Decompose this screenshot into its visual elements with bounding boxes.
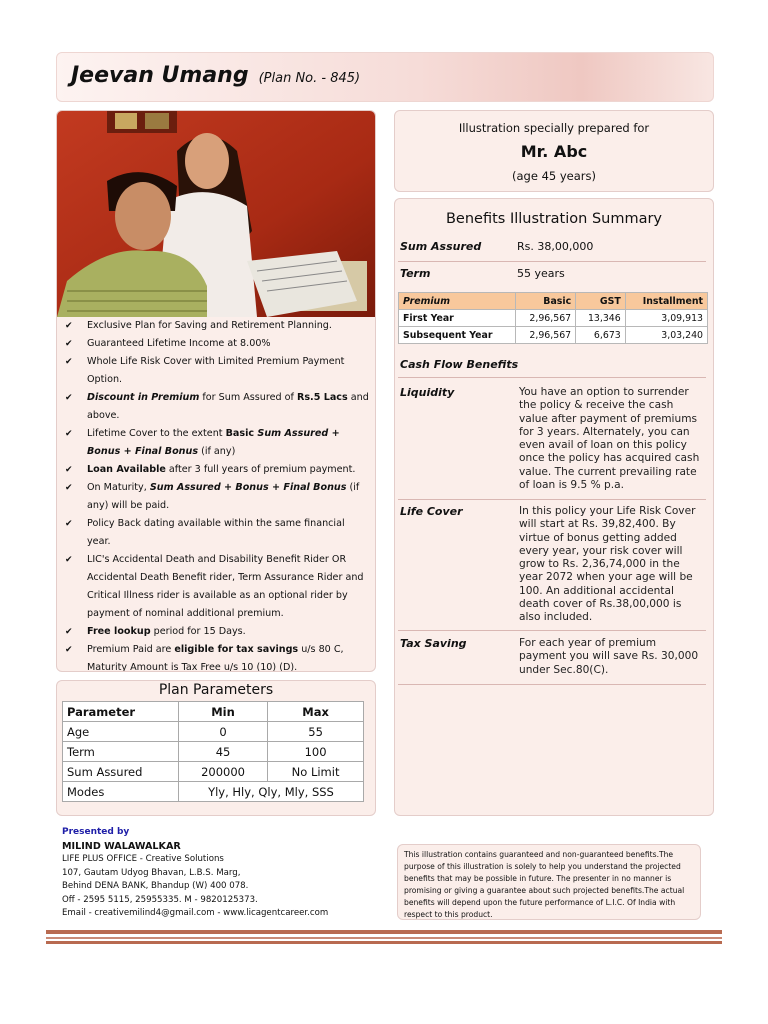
client-name: Mr. Abc — [520, 142, 588, 161]
table-row — [399, 327, 708, 344]
term-label: Term — [400, 267, 431, 280]
presented-by-label: Presented by — [62, 827, 130, 837]
check-icon: ✔ — [65, 555, 73, 565]
table-header-row — [399, 293, 708, 310]
table-cell: 2,96,567 — [515, 310, 575, 327]
table-cell: First Year — [399, 310, 516, 327]
divider — [398, 684, 706, 685]
benefits-summary-box — [394, 198, 714, 816]
feature-text: Sum Assured + Bonus + Final Bonus — [87, 428, 340, 457]
check-icon: ✔ — [65, 519, 73, 529]
check-icon: ✔ — [65, 465, 73, 475]
tax-saving-text: For each year of premium payment you will save Rs. 30,000 under Sec.80(C). — [519, 637, 699, 676]
disclaimer: This illustration contains guaranteed and non-guaranteed benefits.The purpose of this illustration is solely to help you understand the projected benefits that may be possible in future. The presenter in no manner is promising or giving a guarantee about such projected benefits.The actual benefits will depend upon the future performance of L.I.C. Of India with respect to this product. — [397, 844, 701, 920]
table-cell: 45 — [178, 742, 267, 762]
feature-text: On Maturity, — [87, 482, 150, 493]
couple-photo — [57, 111, 375, 317]
feature-text: (if any) — [198, 446, 236, 457]
feature-text: LIC's Accidental Death and Disability Benefit Rider OR Accidental Death Benefit rider, Term Assurance Rider and Critical Illness rider is available as an optional rider by payment of nominal additional premium. — [87, 554, 364, 619]
table-cell: Subsequent Year — [399, 327, 516, 344]
feature-text: (if any) will be paid. — [87, 482, 360, 511]
summary-title: Benefits Illustration Summary — [445, 211, 663, 227]
feature-item — [61, 641, 369, 672]
table-cell: 6,673 — [576, 327, 626, 344]
check-icon: ✔ — [65, 645, 73, 655]
table-cell: 3,09,913 — [625, 310, 707, 327]
check-icon: ✔ — [65, 627, 73, 637]
feature-item — [61, 551, 369, 623]
feature-item — [61, 335, 369, 353]
sum-assured-label: Sum Assured — [400, 240, 482, 253]
feature-text: Basic — [225, 428, 258, 439]
feature-item — [61, 317, 369, 335]
feature-text: and above. — [87, 392, 369, 421]
divider — [398, 377, 706, 378]
document-header — [56, 52, 714, 102]
header-min: Min — [178, 702, 267, 722]
header-max: Max — [268, 702, 364, 722]
tax-saving-label: Tax Saving — [400, 637, 467, 650]
plan-number: (Plan No. - 845) — [258, 71, 361, 86]
check-icon: ✔ — [65, 483, 73, 493]
check-icon: ✔ — [65, 393, 73, 403]
feature-item — [61, 425, 369, 461]
feature-text: after 3 full years of premium payment. — [165, 464, 356, 475]
table-cell: 200000 — [178, 762, 267, 782]
feature-text: Whole Life Risk Cover with Limited Premium Payment Option. — [87, 356, 345, 385]
feature-list — [61, 317, 369, 672]
table-cell: Modes — [63, 782, 179, 802]
presenter-line: LIFE PLUS OFFICE - Creative Solutions — [62, 854, 224, 864]
footer-bar — [46, 941, 722, 944]
feature-item — [61, 479, 369, 515]
plan-title — [71, 63, 360, 88]
cashflow-title: Cash Flow Benefits — [400, 358, 519, 371]
feature-text: u/s 80 C, Maturity Amount is Tax Free u/s 10 (10) (D). — [87, 644, 344, 672]
table-cell: 3,03,240 — [625, 327, 707, 344]
feature-item — [61, 461, 369, 479]
prepared-for-box — [394, 110, 714, 192]
check-icon: ✔ — [65, 357, 73, 367]
feature-text: eligible for tax savings — [174, 644, 299, 655]
feature-text: Rs.5 Lacs — [296, 392, 348, 403]
table-header-row — [63, 702, 364, 722]
presenter-name: MILIND WALAWALKAR — [62, 840, 181, 852]
plan-parameters-panel — [56, 680, 376, 816]
header-basic: Basic — [515, 293, 575, 310]
features-panel — [56, 110, 376, 672]
feature-text: period for 15 Days. — [150, 626, 246, 637]
premium-table — [398, 292, 708, 344]
life-cover-text: In this policy your Life Risk Cover will start at Rs. 39,82,400. By virtue of bonus getting added every year, your risk cover will grow to Rs. 2,36,74,000 in the year 2072 when your age will be 100. An additional accidental death cover of Rs.38,00,000 is also included. — [519, 505, 696, 624]
table-row — [63, 762, 364, 782]
header-premium: Premium — [399, 293, 516, 310]
plan-parameters-table — [62, 701, 364, 802]
feature-text: Free lookup — [87, 626, 151, 637]
liquidity-text: You have an option to surrender the policy & receive the cash value after payment of premiums for 3 years. Alternately, you can even avail of loan on this policy once the policy has acquired cash value. The current prevailing rate of loan is 9.5 % p.a. — [519, 386, 700, 492]
feature-text: Lifetime Cover to the extent — [87, 428, 226, 439]
divider — [398, 499, 706, 500]
feature-text: for Sum Assured of — [199, 392, 297, 403]
table-cell: 55 — [268, 722, 364, 742]
table-cell: Yly, Hly, Qly, Mly, SSS — [178, 782, 363, 802]
sum-assured-value: Rs. 38,00,000 — [517, 240, 594, 253]
check-icon: ✔ — [65, 429, 73, 439]
client-age: (age 45 years) — [512, 169, 596, 183]
term-value: 55 years — [517, 267, 565, 280]
presenter-line: Behind DENA BANK, Bhandup (W) 400 078. — [62, 881, 249, 891]
header-installment: Installment — [625, 293, 707, 310]
divider — [398, 261, 706, 262]
feature-text: Sum Assured + Bonus + Final Bonus — [149, 482, 347, 493]
table-row — [63, 742, 364, 762]
feature-text: Loan Available — [87, 464, 166, 475]
table-cell: 100 — [268, 742, 364, 762]
check-icon: ✔ — [65, 339, 73, 349]
feature-text: Discount in Premium — [87, 392, 200, 403]
table-cell: 13,346 — [576, 310, 626, 327]
feature-item — [61, 389, 369, 425]
footer-bar — [46, 937, 722, 939]
feature-text: Exclusive Plan for Saving and Retirement Planning. — [87, 320, 332, 331]
feature-item — [61, 353, 369, 389]
table-row — [399, 310, 708, 327]
table-cell: No Limit — [268, 762, 364, 782]
table-cell: 0 — [178, 722, 267, 742]
table-cell: Term — [63, 742, 179, 762]
feature-item — [61, 515, 369, 551]
feature-text: Premium Paid are — [87, 644, 175, 655]
footer-bar — [46, 930, 722, 934]
presenter-line: Email - creativemilind4@gmail.com - www.licagentcareer.com — [62, 908, 329, 918]
header-gst: GST — [576, 293, 626, 310]
feature-item — [61, 623, 369, 641]
liquidity-label: Liquidity — [400, 386, 455, 399]
check-icon: ✔ — [65, 321, 73, 331]
table-cell: 2,96,567 — [515, 327, 575, 344]
feature-text: Guaranteed Lifetime Income at 8.00% — [87, 338, 271, 349]
divider — [398, 630, 706, 631]
header-parameter: Parameter — [63, 702, 179, 722]
table-cell: Age — [63, 722, 179, 742]
presenter-line: 107, Gautam Udyog Bhavan, L.B.S. Marg, — [62, 867, 241, 878]
presenter-line: Off - 2595 5115, 25955335. M - 9820125373. — [62, 894, 258, 905]
presenter-block — [62, 826, 382, 921]
table-cell: Sum Assured — [63, 762, 179, 782]
table-row — [63, 722, 364, 742]
plan-name: Jeevan Umang — [71, 63, 249, 88]
table-row — [63, 782, 364, 802]
prepared-for-label: Illustration specially prepared for — [458, 121, 650, 135]
feature-text: Policy Back dating available within the same financial year. — [87, 518, 345, 547]
plan-parameters-title: Plan Parameters — [158, 682, 274, 698]
life-cover-label: Life Cover — [400, 505, 463, 518]
